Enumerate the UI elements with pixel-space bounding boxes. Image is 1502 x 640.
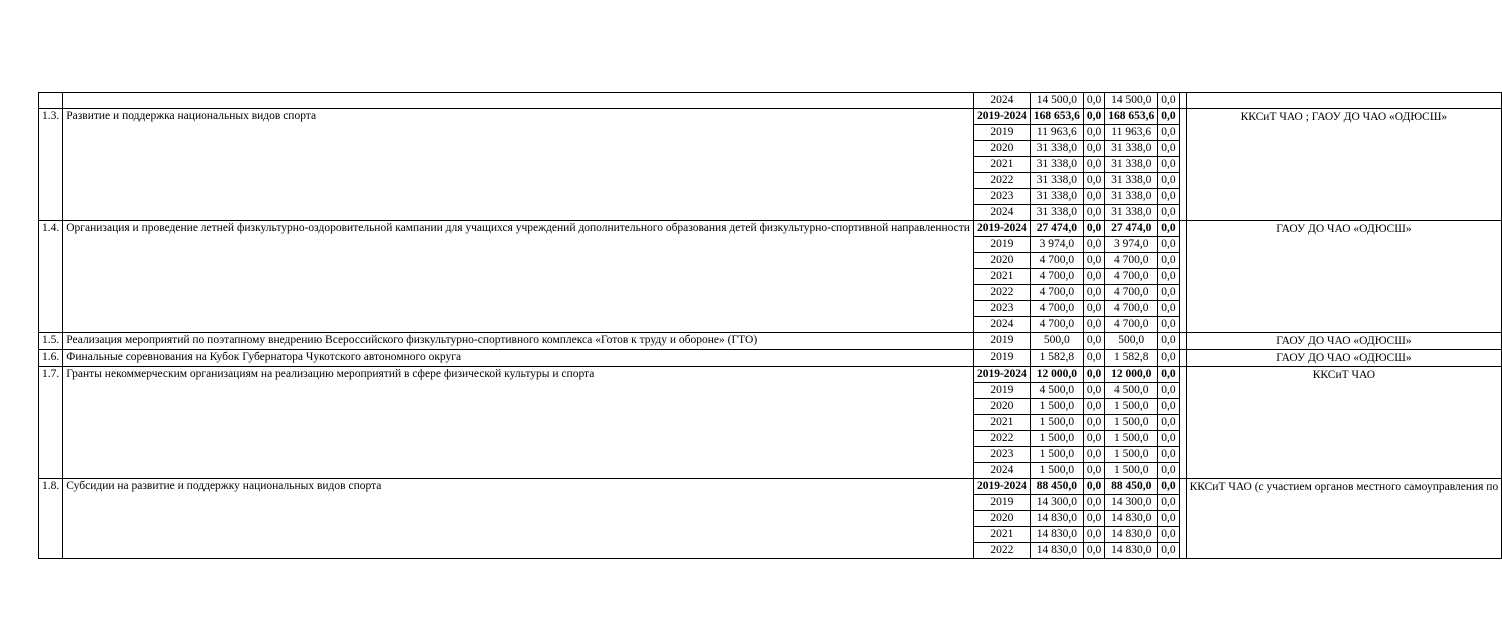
total-cell: 4 700,0	[1030, 301, 1083, 317]
other-cell: 0,0	[1158, 109, 1179, 125]
regional-cell: 14 300,0	[1105, 495, 1158, 511]
other-cell: 0,0	[1158, 189, 1179, 205]
federal-cell: 0,0	[1083, 125, 1104, 141]
empty-cell	[1179, 479, 1186, 559]
regional-cell: 88 450,0	[1105, 479, 1158, 495]
year-cell: 2022	[973, 543, 1030, 559]
year-cell: 2019	[973, 350, 1030, 367]
responsible-cell: ККСиТ ЧАО	[1186, 367, 1502, 479]
item-description-cell: Реализация мероприятий по поэтапному внедрению Всероссийского физкультурно-спортивного комплекса «Готов к труду и обороне» (ГТО)	[63, 333, 974, 350]
total-cell: 1 500,0	[1030, 415, 1083, 431]
item-number-cell: 1.5.	[39, 333, 63, 350]
total-cell: 14 500,0	[1030, 93, 1083, 109]
other-cell: 0,0	[1158, 173, 1179, 189]
federal-cell: 0,0	[1083, 399, 1104, 415]
regional-cell: 1 500,0	[1105, 415, 1158, 431]
total-cell: 88 450,0	[1030, 479, 1083, 495]
table-row-top-continuation	[39, 93, 1502, 109]
other-cell: 0,0	[1158, 495, 1179, 511]
total-cell: 1 500,0	[1030, 463, 1083, 479]
other-cell: 0,0	[1158, 285, 1179, 301]
total-cell: 31 338,0	[1030, 205, 1083, 221]
responsible-cell: ККСиТ ЧАО (с участием органов местного самоуправления по	[1186, 479, 1502, 559]
other-cell: 0,0	[1158, 399, 1179, 415]
empty-cell	[1179, 93, 1186, 109]
federal-cell: 0,0	[1083, 285, 1104, 301]
regional-cell: 1 500,0	[1105, 447, 1158, 463]
regional-cell: 27 474,0	[1105, 221, 1158, 237]
federal-cell: 0,0	[1083, 189, 1104, 205]
regional-cell: 4 700,0	[1105, 269, 1158, 285]
item-description-cell: Финальные соревнования на Кубок Губернатора Чукотского автономного округа	[63, 350, 974, 367]
year-cell: 2019	[973, 495, 1030, 511]
responsible-cell: ККСиТ ЧАО ; ГАОУ ДО ЧАО «ОДЮСШ»	[1186, 109, 1502, 221]
total-cell: 168 653,6	[1030, 109, 1083, 125]
other-cell: 0,0	[1158, 237, 1179, 253]
year-cell: 2019	[973, 125, 1030, 141]
federal-cell: 0,0	[1083, 269, 1104, 285]
item-description-cell: Развитие и поддержка национальных видов спорта	[63, 109, 974, 221]
federal-cell: 0,0	[1083, 431, 1104, 447]
total-cell: 11 963,6	[1030, 125, 1083, 141]
other-cell: 0,0	[1158, 350, 1179, 367]
total-cell: 14 300,0	[1030, 495, 1083, 511]
year-cell: 2024	[973, 317, 1030, 333]
regional-cell: 14 830,0	[1105, 511, 1158, 527]
federal-cell: 0,0	[1083, 141, 1104, 157]
year-cell: 2019-2024	[973, 221, 1030, 237]
item-description-cell: Организация и проведение летней физкультурно-оздоровительной кампании для учащихся учреждений дополнительного образования детей физкультурно-спортивной направленности	[63, 221, 974, 333]
regional-cell: 1 500,0	[1105, 431, 1158, 447]
total-cell: 4 700,0	[1030, 285, 1083, 301]
regional-cell: 11 963,6	[1105, 125, 1158, 141]
year-cell: 2019	[973, 237, 1030, 253]
other-cell: 0,0	[1158, 93, 1179, 109]
total-cell: 14 830,0	[1030, 511, 1083, 527]
year-cell: 2022	[973, 285, 1030, 301]
year-cell: 2020	[973, 511, 1030, 527]
other-cell: 0,0	[1158, 205, 1179, 221]
other-cell: 0,0	[1158, 269, 1179, 285]
other-cell: 0,0	[1158, 157, 1179, 173]
total-cell: 31 338,0	[1030, 173, 1083, 189]
item-number-cell: 1.8.	[39, 479, 63, 559]
table-row	[39, 333, 1502, 350]
item-number-cell: 1.6.	[39, 350, 63, 367]
year-cell: 2019-2024	[973, 109, 1030, 125]
federal-cell: 0,0	[1083, 543, 1104, 559]
total-cell: 31 338,0	[1030, 189, 1083, 205]
empty-cell	[1179, 109, 1186, 221]
responsible-cell: ГАОУ ДО ЧАО «ОДЮСШ»	[1186, 350, 1502, 367]
regional-cell: 1 500,0	[1105, 399, 1158, 415]
other-cell: 0,0	[1158, 463, 1179, 479]
regional-cell: 1 500,0	[1105, 463, 1158, 479]
item-description-cell: Гранты некоммерческим организациям на реализацию мероприятий в сфере физической культуры и спорта	[63, 367, 974, 479]
other-cell: 0,0	[1158, 367, 1179, 383]
total-cell: 3 974,0	[1030, 237, 1083, 253]
table-row	[39, 221, 1502, 237]
other-cell: 0,0	[1158, 415, 1179, 431]
regional-cell: 1 582,8	[1105, 350, 1158, 367]
year-cell: 2019	[973, 333, 1030, 350]
federal-cell: 0,0	[1083, 317, 1104, 333]
federal-cell: 0,0	[1083, 447, 1104, 463]
item-description-cell	[63, 93, 974, 109]
federal-cell: 0,0	[1083, 463, 1104, 479]
empty-cell	[1179, 367, 1186, 479]
empty-cell	[1179, 221, 1186, 333]
federal-cell: 0,0	[1083, 495, 1104, 511]
regional-cell: 500,0	[1105, 333, 1158, 350]
total-cell: 4 700,0	[1030, 269, 1083, 285]
other-cell: 0,0	[1158, 141, 1179, 157]
year-cell: 2024	[973, 463, 1030, 479]
year-cell: 2019-2024	[973, 367, 1030, 383]
table-row	[39, 479, 1502, 495]
regional-cell: 4 500,0	[1105, 383, 1158, 399]
regional-cell: 31 338,0	[1105, 189, 1158, 205]
regional-cell: 31 338,0	[1105, 157, 1158, 173]
total-cell: 1 500,0	[1030, 431, 1083, 447]
federal-cell: 0,0	[1083, 415, 1104, 431]
other-cell: 0,0	[1158, 333, 1179, 350]
item-number-cell	[39, 93, 63, 109]
total-cell: 27 474,0	[1030, 221, 1083, 237]
regional-cell: 4 700,0	[1105, 301, 1158, 317]
item-number-cell: 1.4.	[39, 221, 63, 333]
regional-cell: 4 700,0	[1105, 285, 1158, 301]
regional-cell: 31 338,0	[1105, 173, 1158, 189]
year-cell: 2020	[973, 399, 1030, 415]
year-cell: 2022	[973, 431, 1030, 447]
total-cell: 31 338,0	[1030, 141, 1083, 157]
total-cell: 14 830,0	[1030, 543, 1083, 559]
table-row	[39, 350, 1502, 367]
regional-cell: 12 000,0	[1105, 367, 1158, 383]
federal-cell: 0,0	[1083, 237, 1104, 253]
regional-cell: 14 830,0	[1105, 543, 1158, 559]
year-cell: 2023	[973, 189, 1030, 205]
other-cell: 0,0	[1158, 479, 1179, 495]
item-number-cell: 1.7.	[39, 367, 63, 479]
federal-cell: 0,0	[1083, 173, 1104, 189]
other-cell: 0,0	[1158, 221, 1179, 237]
regional-cell: 31 338,0	[1105, 205, 1158, 221]
other-cell: 0,0	[1158, 383, 1179, 399]
federal-cell: 0,0	[1083, 93, 1104, 109]
year-cell: 2020	[973, 253, 1030, 269]
regional-cell: 31 338,0	[1105, 141, 1158, 157]
other-cell: 0,0	[1158, 301, 1179, 317]
year-cell: 2020	[973, 141, 1030, 157]
federal-cell: 0,0	[1083, 350, 1104, 367]
regional-cell: 4 700,0	[1105, 253, 1158, 269]
federal-cell: 0,0	[1083, 109, 1104, 125]
year-cell: 2021	[973, 269, 1030, 285]
total-cell: 4 500,0	[1030, 383, 1083, 399]
total-cell: 14 830,0	[1030, 527, 1083, 543]
year-cell: 2021	[973, 415, 1030, 431]
regional-cell: 168 653,6	[1105, 109, 1158, 125]
year-cell: 2019-2024	[973, 479, 1030, 495]
year-cell: 2024	[973, 93, 1030, 109]
regional-cell: 14 500,0	[1105, 93, 1158, 109]
program-activities-table	[38, 92, 1502, 559]
regional-cell: 3 974,0	[1105, 237, 1158, 253]
responsible-cell: ГАОУ ДО ЧАО «ОДЮСШ»	[1186, 333, 1502, 350]
total-cell: 4 700,0	[1030, 317, 1083, 333]
federal-cell: 0,0	[1083, 479, 1104, 495]
year-cell: 2024	[973, 205, 1030, 221]
other-cell: 0,0	[1158, 317, 1179, 333]
year-cell: 2023	[973, 301, 1030, 317]
other-cell: 0,0	[1158, 527, 1179, 543]
other-cell: 0,0	[1158, 511, 1179, 527]
other-cell: 0,0	[1158, 125, 1179, 141]
item-description-cell: Субсидии на развитие и поддержку национальных видов спорта	[63, 479, 974, 559]
federal-cell: 0,0	[1083, 383, 1104, 399]
empty-cell	[1179, 333, 1186, 350]
other-cell: 0,0	[1158, 253, 1179, 269]
table-row	[39, 367, 1502, 383]
responsible-cell	[1186, 93, 1502, 109]
total-cell: 1 500,0	[1030, 447, 1083, 463]
other-cell: 0,0	[1158, 543, 1179, 559]
year-cell: 2019	[973, 383, 1030, 399]
total-cell: 500,0	[1030, 333, 1083, 350]
table-row	[39, 109, 1502, 125]
year-cell: 2022	[973, 173, 1030, 189]
federal-cell: 0,0	[1083, 221, 1104, 237]
regional-cell: 4 700,0	[1105, 317, 1158, 333]
total-cell: 4 700,0	[1030, 253, 1083, 269]
federal-cell: 0,0	[1083, 205, 1104, 221]
year-cell: 2021	[973, 157, 1030, 173]
responsible-cell: ГАОУ ДО ЧАО «ОДЮСШ»	[1186, 221, 1502, 333]
regional-cell: 14 830,0	[1105, 527, 1158, 543]
federal-cell: 0,0	[1083, 253, 1104, 269]
federal-cell: 0,0	[1083, 301, 1104, 317]
federal-cell: 0,0	[1083, 157, 1104, 173]
total-cell: 12 000,0	[1030, 367, 1083, 383]
federal-cell: 0,0	[1083, 367, 1104, 383]
item-number-cell: 1.3.	[39, 109, 63, 221]
federal-cell: 0,0	[1083, 511, 1104, 527]
other-cell: 0,0	[1158, 431, 1179, 447]
other-cell: 0,0	[1158, 447, 1179, 463]
total-cell: 31 338,0	[1030, 157, 1083, 173]
total-cell: 1 582,8	[1030, 350, 1083, 367]
federal-cell: 0,0	[1083, 527, 1104, 543]
empty-cell	[1179, 350, 1186, 367]
year-cell: 2023	[973, 447, 1030, 463]
year-cell: 2021	[973, 527, 1030, 543]
total-cell: 1 500,0	[1030, 399, 1083, 415]
federal-cell: 0,0	[1083, 333, 1104, 350]
